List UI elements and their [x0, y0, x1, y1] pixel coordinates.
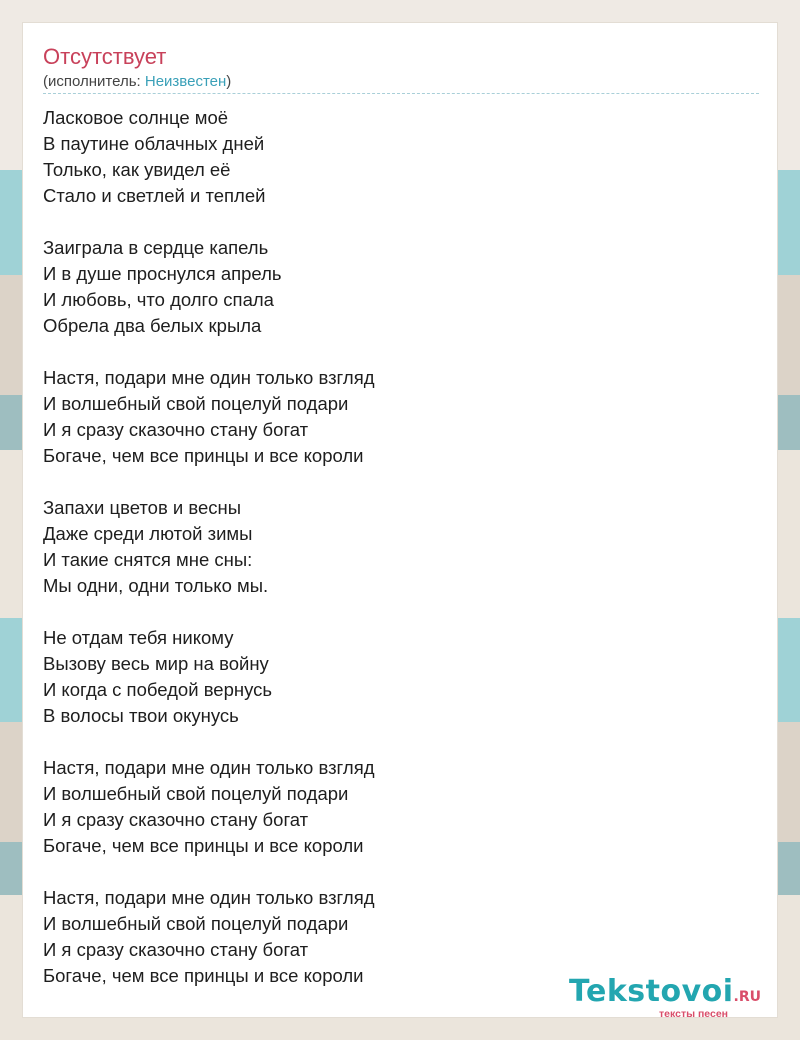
lyric-line: Только, как увидел её: [43, 159, 231, 180]
stanza-gap: [43, 599, 375, 625]
lyric-line: И волшебный свой поцелуй подари: [43, 783, 349, 804]
lyric-line: Богаче, чем все принцы и все короли: [43, 445, 364, 466]
lyric-line: И я сразу сказочно стану богат: [43, 809, 309, 830]
lyric-line: Запахи цветов и весны: [43, 497, 242, 518]
lyric-line: Мы одни, одни только мы.: [43, 575, 269, 596]
title-divider: [43, 93, 759, 94]
lyric-line: Настя, подари мне один только взгляд: [43, 367, 375, 388]
lyric-line: И я сразу сказочно стану богат: [43, 419, 309, 440]
lyric-line: В паутине облачных дней: [43, 133, 265, 154]
lyric-line: И любовь, что долго спала: [43, 289, 274, 310]
stanza: [43, 105, 375, 209]
stanza-gap: [43, 209, 375, 235]
lyric-line: В волосы твои окунусь: [43, 705, 239, 726]
stanza-gap: [43, 339, 375, 365]
song-title: Отсутствует: [43, 44, 167, 69]
lyric-line: И в душе проснулся апрель: [43, 263, 282, 284]
artist-suffix: ): [226, 73, 232, 90]
lyric-line: Настя, подари мне один только взгляд: [43, 757, 375, 778]
lyric-line: Не отдам тебя никому: [43, 627, 234, 648]
stanza: [43, 235, 375, 339]
lyric-line: Даже среди лютой зимы: [43, 523, 253, 544]
artist-line: [43, 73, 231, 91]
lyric-line: И я сразу сказочно стану богат: [43, 939, 309, 960]
stanza: [43, 885, 375, 989]
logo-tld: .RU: [733, 989, 762, 1005]
stanza: [43, 495, 375, 599]
lyric-line: И волшебный свой поцелуй подари: [43, 913, 349, 934]
lyric-line: Вызову весь мир на войну: [43, 653, 269, 674]
lyric-line: И такие снятся мне сны:: [43, 549, 253, 570]
site-logo[interactable]: [569, 975, 779, 1019]
logo-name: Tekstovoi: [569, 974, 734, 1009]
stanza-gap: [43, 469, 375, 495]
stanza: [43, 625, 375, 729]
lyric-line: Обрела два белых крыла: [43, 315, 262, 336]
lyric-line: И волшебный свой поцелуй подари: [43, 393, 349, 414]
lyric-line: Богаче, чем все принцы и все короли: [43, 835, 364, 856]
lyric-line: И когда с победой вернусь: [43, 679, 273, 700]
lyric-line: Стало и светлей и теплей: [43, 185, 266, 206]
lyrics-body: [43, 105, 375, 989]
stanza: [43, 365, 375, 469]
lyric-line: Настя, подари мне один только взгляд: [43, 887, 375, 908]
lyric-line: Богаче, чем все принцы и все короли: [43, 965, 364, 986]
lyric-line: Ласковое солнце моё: [43, 107, 229, 128]
stanza-gap: [43, 859, 375, 885]
lyrics-card: [22, 22, 778, 1018]
artist-prefix: (исполнитель:: [43, 73, 145, 90]
lyric-line: Заиграла в сердце капель: [43, 237, 269, 258]
stanza-gap: [43, 729, 375, 755]
stanza: [43, 755, 375, 859]
artist-link[interactable]: Неизвестен: [144, 73, 227, 90]
logo-tagline: тексты песен: [659, 1008, 729, 1020]
